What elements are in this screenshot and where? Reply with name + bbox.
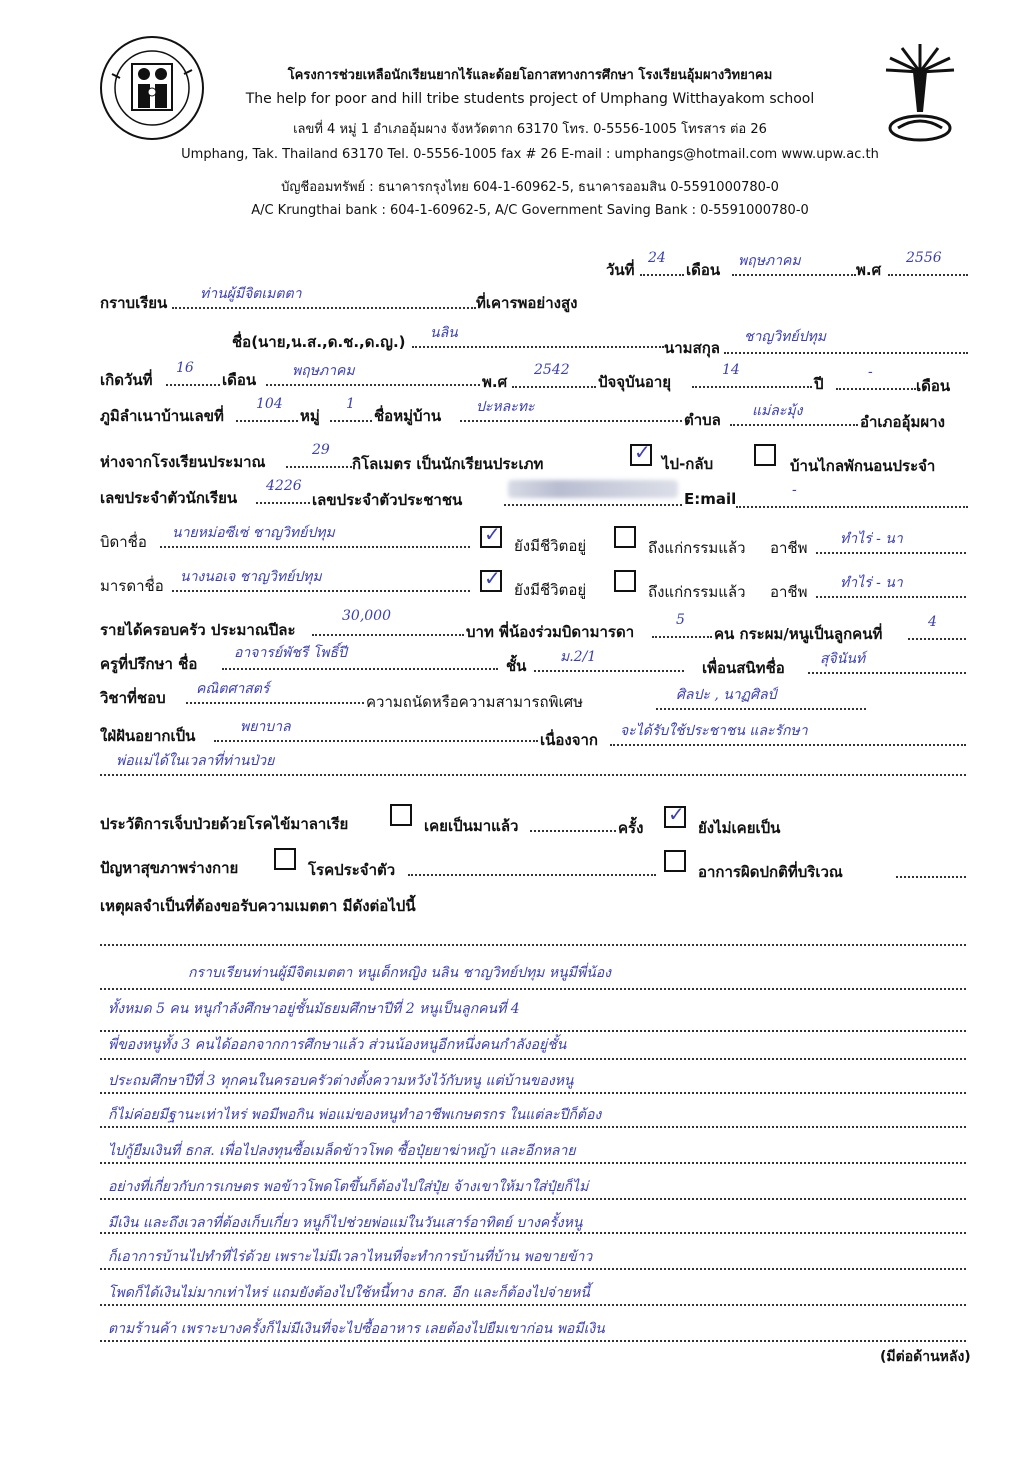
reason-line-2[interactable]: ทั้งหมด 5 คน หนูกำลังศึกษาอยู่ชั้นมัธยมศึกษาปีที่ 2 หนูเป็นลูกคนที่ 4	[108, 1001, 520, 1017]
birth-year-value[interactable]: 2542	[534, 362, 570, 378]
age-years-label: ปี	[814, 375, 824, 393]
advisor-name-value[interactable]: อาจารย์พัชรี โพธิ์ปี	[234, 645, 347, 661]
student-id-value[interactable]: 4226	[266, 478, 302, 494]
favorite-subject-label: วิชาที่ชอบ	[100, 689, 166, 707]
citizen-id-label: เลขประจำตัวประชาชน	[312, 491, 463, 509]
boarding-checkbox[interactable]	[754, 444, 776, 466]
salutation-label: กราบเรียน	[100, 294, 168, 312]
distance-unit-label: กิโลเมตร เป็นนักเรียนประเภท	[352, 455, 544, 473]
reason-line-4[interactable]: ประถมศึกษาปีที่ 3 ทุกคนในครอบครัวต่างตั้งความหวังไว้กับหนู แต่บ้านของหนู	[108, 1073, 574, 1089]
continued-on-back-note: (มีต่อด้านหลัง)	[880, 1349, 971, 1365]
address-tambon-value[interactable]: แม่ละมุ้ง	[752, 403, 803, 419]
friend-name-value[interactable]: สุจินันท์	[820, 651, 866, 667]
reason-line-5[interactable]: ก็ไม่ค่อยมีฐานะเท่าไหร่ พอมีพอกิน พ่อแม่ของหนูทำอาชีพเกษตรกร ในแต่ละปีก็ต้อง	[108, 1107, 602, 1123]
malaria-history-label: ประวัติการเจ็บป่วยด้วยโรคไข้มาลาเรีย	[100, 815, 349, 833]
mother-alive-checkbox[interactable]	[480, 566, 502, 592]
school-torch-emblem	[880, 38, 960, 148]
address-moo-label: หมู่	[300, 407, 320, 425]
malaria-never-checkbox[interactable]	[664, 802, 686, 828]
mother-job-label: อาชีพ	[770, 583, 808, 601]
income-unit-label: บาท พี่น้องร่วมบิดามารดา	[466, 623, 635, 641]
header-bank-thai: บัญชีออมทรัพย์ : ธนาคารกรุงไทย 604-1-60962-5, ธนาคารออมสิน 0-5591000780-0	[281, 180, 779, 195]
age-months-label: เดือน	[916, 377, 951, 395]
class-label: ชั้น	[506, 657, 527, 675]
age-value[interactable]: 14	[722, 362, 740, 378]
age-label: ปัจจุบันอายุ	[598, 373, 672, 391]
father-job-value[interactable]: ทำไร่ - นา	[840, 531, 903, 547]
abnormal-symptom-checkbox[interactable]	[664, 850, 686, 872]
salutation-suffix: ที่เคารพอย่างสูง	[476, 294, 578, 312]
malaria-never-label: ยังไม่เคยเป็น	[698, 819, 781, 837]
birth-month-value[interactable]: พฤษภาคม	[292, 363, 355, 379]
birth-day-value[interactable]: 16	[176, 360, 194, 376]
father-deceased-checkbox[interactable]	[614, 526, 636, 548]
check-mark-icon: ✓	[484, 522, 501, 546]
mother-name-value[interactable]: นางนอเจ ชาญวิทย์ปทุม	[180, 569, 322, 585]
birth-year-label: พ.ศ	[482, 373, 508, 391]
commuter-label: ไป-กลับ	[662, 455, 714, 473]
father-name-value[interactable]: นายหม่อซีเซ่ ชาญวิทย์ปทุม	[172, 525, 335, 541]
address-village-value[interactable]: ปะหละทะ	[476, 399, 535, 415]
date-month-value[interactable]: พฤษภาคม	[738, 253, 801, 269]
dream-job-label: ใฝ่ฝันอยากเป็น	[100, 727, 196, 745]
dream-job-value[interactable]: พยาบาล	[240, 719, 291, 735]
birth-order-label: คน กระผม/หนูเป็นลูกคนที่	[714, 625, 883, 643]
commuter-checkbox[interactable]	[630, 440, 652, 466]
date-day-value[interactable]: 24	[648, 250, 666, 266]
surname-label: นามสกุล	[664, 339, 720, 357]
date-year-label: พ.ศ	[856, 261, 882, 279]
student-id-label: เลขประจำตัวนักเรียน	[100, 489, 238, 507]
address-moo-value[interactable]: 1	[346, 396, 355, 412]
distance-value[interactable]: 29	[312, 442, 330, 458]
chronic-disease-checkbox[interactable]	[274, 848, 296, 870]
surname-value[interactable]: ชาญวิทย์ปทุม	[744, 329, 826, 345]
dream-reason-label: เนื่องจาก	[540, 731, 599, 749]
birth-order-value[interactable]: 4	[928, 614, 937, 630]
date-month-label: เดือน	[686, 261, 721, 279]
malaria-had-label: เคยเป็นมาแล้ว	[424, 817, 519, 835]
malaria-times-label: ครั้ง	[618, 819, 644, 837]
email-label: E:mail	[684, 490, 737, 508]
email-value[interactable]: -	[792, 482, 797, 498]
class-value[interactable]: ม.2/1	[560, 649, 597, 665]
talent-value[interactable]: ศิลปะ , นาฏศิลป์	[676, 687, 777, 703]
birth-day-label: เกิดวันที่	[100, 371, 153, 389]
check-mark-icon: ✓	[484, 566, 501, 590]
address-house-value[interactable]: 104	[256, 396, 283, 412]
boarding-label: บ้านไกลพักนอนประจำ	[790, 457, 936, 475]
father-label: บิดาชื่อ	[100, 533, 147, 551]
reason-line-6[interactable]: ไปกู้ยืมเงินที่ ธกส. เพื่อไปลงทุนซื้อเมล็ดข้าวโพด ซื้อปุ๋ยยาฆ่าหญ้า และอีกหลาย	[108, 1143, 576, 1159]
abnormal-symptom-label: อาการผิดปกติที่บริเวณ	[698, 863, 843, 881]
name-value[interactable]: นลิน	[430, 325, 458, 341]
talent-label: ความถนัดหรือความสามารถพิเศษ	[366, 693, 584, 711]
mother-deceased-checkbox[interactable]	[614, 570, 636, 592]
reason-label: เหตุผลจำเป็นที่ต้องขอรับความเมตตา มีดังต่อไปนี้	[100, 897, 416, 915]
reason-line-10[interactable]: โพดก็ได้เงินไม่มากเท่าไหร่ แถมยังต้องไปใช้หนี้ทาง ธกส. อีก และก็ต้องไปจ่ายหนี้	[108, 1285, 590, 1301]
header-address-english: Umphang, Tak. Thailand 63170 Tel. 0-5556-1005 fax # 26 E-mail : umphangs@hotmail.com www.upw.ac.th	[181, 147, 879, 162]
advisor-label: ครูที่ปรึกษา ชื่อ	[100, 655, 198, 673]
reason-line-11[interactable]: ตามร้านค้า เพราะบางครั้งก็ไม่มีเงินที่จะไปซื้ออาหาร เลยต้องไปยืมเขาก่อน พอมีเงิน	[108, 1321, 605, 1337]
header-project-title-english: The help for poor and hill tribe students project of Umphang Witthayakom school	[245, 91, 815, 107]
reason-line-7[interactable]: อย่างที่เกี่ยวกับการเกษตร พอข้าวโพดโตขึ้นก็ต้องไปใส่ปุ๋ย จ้างเขาให้มาใส่ปุ๋ยก็ไม่	[108, 1179, 589, 1195]
address-amphoe-label: อำเภออุ้มผาง	[860, 413, 945, 431]
address-village-label: ชื่อหมู่บ้าน	[374, 407, 442, 425]
address-tambon-label: ตำบล	[684, 411, 721, 429]
siblings-count-value[interactable]: 5	[676, 612, 685, 628]
reason-line-3[interactable]: พี่ของหนูทั้ง 3 คนได้ออกจากการศึกษาแล้ว ส่วนน้องหนูอีกหนึ่งคนกำลังอยู่ชั้น	[108, 1037, 567, 1053]
dream-reason-value-line2[interactable]: พ่อแม่ได้ในเวลาที่ท่านป่วย	[116, 753, 275, 769]
father-deceased-label: ถึงแก่กรรมแล้ว	[648, 539, 746, 557]
father-alive-checkbox[interactable]	[480, 522, 502, 548]
dream-reason-value[interactable]: จะได้รับใช้ประชาชน และรักษา	[620, 723, 808, 739]
header-project-title-thai: โครงการช่วยเหลือนักเรียนยากไร้และด้อยโอกาสทางการศึกษา โรงเรียนอุ้มผางวิทยาคม	[287, 68, 773, 83]
reason-line-1[interactable]: กราบเรียนท่านผู้มีจิตเมตตา หนูเด็กหญิง นลิน ชาญวิทย์ปทุม หนูมีพี่น้อง	[188, 965, 611, 981]
mother-deceased-label: ถึงแก่กรรมแล้ว	[648, 583, 746, 601]
chronic-disease-label: โรคประจำตัว	[308, 861, 396, 879]
father-alive-label: ยังมีชีวิตอยู่	[514, 537, 587, 555]
salutation-value[interactable]: ท่านผู้มีจิตเมตตา	[200, 286, 302, 302]
reason-line-9[interactable]: ก็เอาการบ้านไปทำที่ไร่ด้วย เพราะไม่มีเวลาไหนที่จะทำการบ้านที่บ้าน พอขายข้าว	[108, 1249, 593, 1265]
malaria-had-checkbox[interactable]	[390, 804, 412, 826]
check-mark-icon: ✓	[668, 802, 685, 826]
date-year-value[interactable]: 2556	[906, 250, 942, 266]
father-job-label: อาชีพ	[770, 539, 808, 557]
mother-label: มารดาชื่อ	[100, 577, 164, 595]
income-value[interactable]: 30,000	[342, 608, 391, 624]
distance-label: ห่างจากโรงเรียนประมาณ	[100, 453, 266, 471]
name-label: ชื่อ(นาย,น.ส.,ด.ช.,ด.ญ.)	[232, 333, 406, 351]
friend-label: เพื่อนสนิทชื่อ	[702, 659, 785, 677]
income-label: รายได้ครอบครัว ประมาณปีละ	[100, 621, 296, 639]
header-bank-english: A/C Krungthai bank : 604-1-60962-5, A/C Government Saving Bank : 0-5591000780-0	[251, 203, 809, 218]
mother-job-value[interactable]: ทำไร่ - นา	[840, 575, 903, 591]
address-house-label: ภูมิลำเนาบ้านเลขที่	[100, 407, 224, 425]
header-address-thai: เลขที่ 4 หมู่ 1 อำเภออุ้มผาง จังหวัดตาก 63170 โทร. 0-5556-1005 โทรสาร ต่อ 26	[293, 122, 767, 137]
check-mark-icon: ✓	[634, 440, 651, 464]
date-day-label: วันที่	[606, 261, 635, 279]
age-months-value[interactable]: -	[868, 364, 873, 380]
health-problem-label: ปัญหาสุขภาพร่างกาย	[100, 859, 239, 877]
mother-alive-label: ยังมีชีวิตอยู่	[514, 581, 587, 599]
citizen-id-redaction	[508, 480, 678, 498]
favorite-subject-value[interactable]: คณิตศาสตร์	[196, 681, 270, 697]
birth-month-label: เดือน	[222, 371, 257, 389]
reason-line-8[interactable]: มีเงิน และถึงเวลาที่ต้องเก็บเกี่ยว หนูก็ไปช่วยพ่อแม่ในวันเสาร์อาทิตย์ บางครั้งหนู	[108, 1215, 583, 1231]
